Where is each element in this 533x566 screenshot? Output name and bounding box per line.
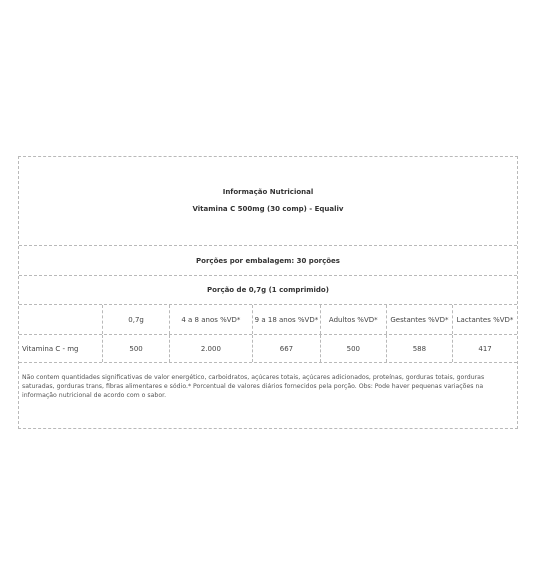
table-cell: 417 xyxy=(478,344,492,353)
portions-per-package-row xyxy=(19,246,517,276)
column-header: 0,7g xyxy=(103,305,169,334)
portions-per-package: Porções por embalagem: 30 porções xyxy=(196,256,340,265)
column-header: 4 a 8 anos %VD* xyxy=(170,305,253,334)
portion-size: Porção de 0,7g (1 comprimido) xyxy=(207,286,329,294)
table-cell: 2.000 xyxy=(170,335,253,362)
column-header-row xyxy=(19,305,517,335)
table-cell: 588 xyxy=(387,335,453,362)
table-title: Informação Nutricional xyxy=(222,188,314,196)
table-cell: 667 xyxy=(253,335,321,362)
column-header: 9 a 18 anos %VD* xyxy=(253,305,321,334)
nutrition-table xyxy=(18,156,518,429)
row-label: Vitamina C - mg xyxy=(19,335,103,362)
product-name: Vitamina C 500mg (30 comp) - Equaliv xyxy=(192,205,344,213)
header-empty-cell xyxy=(19,305,103,334)
table-cell: 500 xyxy=(321,335,387,362)
footnote-row xyxy=(19,363,517,428)
table-cell: 500 xyxy=(103,335,169,362)
footnote-text: Não contem quantidades significativas de valor energético, carboidratos, açúcares totais, açúcares adicionados, proteínas, gorduras totais, gorduras saturadas, gorduras trans, fibras alimentares e sódio.* Porcentual de valores diários fornecidos pela porção. Obs: Pode haver pequenas variações na informação nutricional de acordo com o sabor. xyxy=(22,374,485,400)
column-header: Gestantes %VD* xyxy=(387,305,453,334)
title-section xyxy=(19,157,517,246)
portion-size-row xyxy=(19,276,517,305)
column-header: Lactantes %VD* xyxy=(456,315,514,324)
table-row xyxy=(19,335,517,363)
column-header: Adultos %VD* xyxy=(321,305,387,334)
